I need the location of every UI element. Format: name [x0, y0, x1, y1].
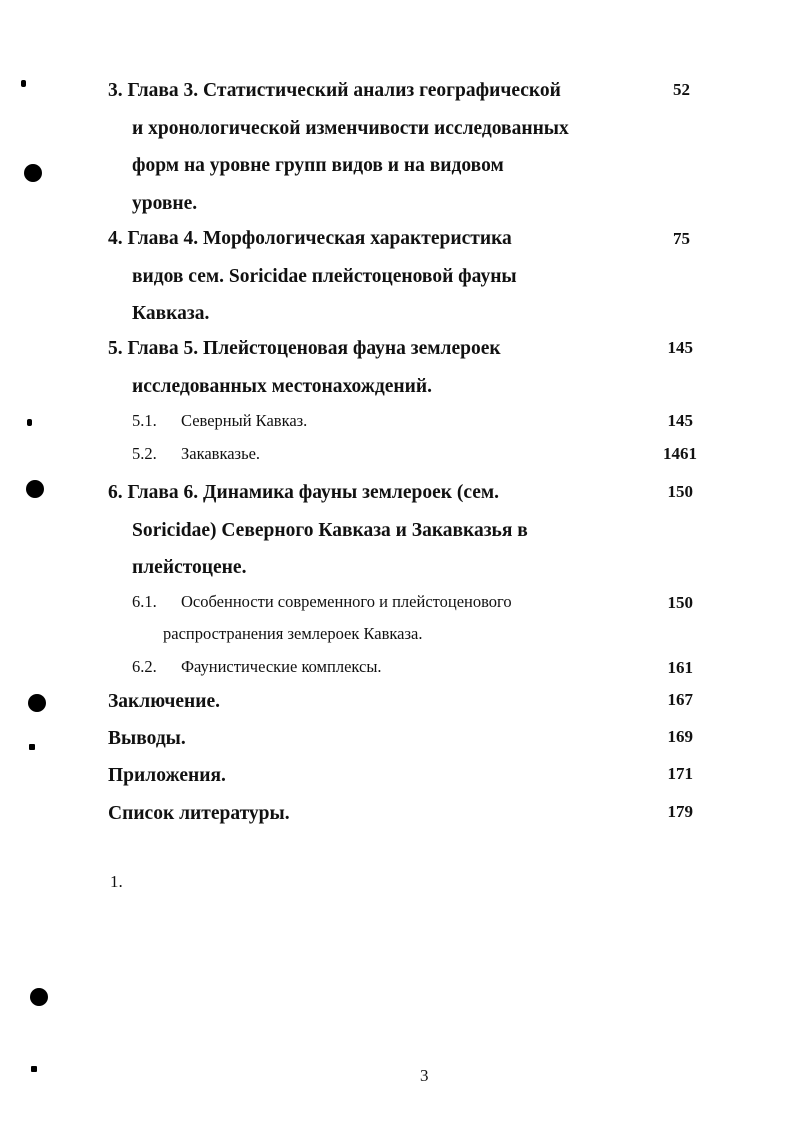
toc-entry-chapter-5[interactable] [108, 330, 628, 405]
toc-entry-title: Выводы. [108, 728, 186, 749]
toc-entry-title: Глава 5. Плейстоценовая фауна землероек [127, 338, 501, 359]
scan-mark [31, 1066, 37, 1072]
page-number: 3 [420, 1066, 429, 1085]
toc-page-number: 150 [667, 482, 693, 501]
toc-page-number: 145 [667, 411, 693, 430]
toc-entry-references[interactable] [108, 795, 628, 833]
toc-entry-title: Приложения. [108, 765, 226, 786]
punch-hole [26, 480, 44, 498]
toc-page-number: 179 [667, 802, 693, 821]
toc-page-number: 52 [673, 80, 690, 99]
toc-entry-title: Глава 6. Динамика фауны землероек (сем. [127, 482, 500, 503]
toc-entry-chapter-6[interactable] [108, 474, 628, 587]
toc-entry-appendices[interactable] [108, 757, 628, 795]
toc-page-number: 169 [667, 727, 693, 746]
toc-page-number: 171 [667, 764, 693, 783]
toc-entry-chapter-4[interactable] [108, 220, 628, 333]
scan-mark [29, 744, 35, 750]
toc-entry-chapter-3[interactable] [108, 72, 628, 222]
toc-entry-prefix: 6.2. [132, 657, 157, 676]
toc-entry-title: Список литературы. [108, 803, 290, 824]
footnote-marker: 1. [110, 872, 123, 891]
punch-hole [28, 694, 46, 712]
toc-page-number: 1461 [663, 444, 697, 463]
toc-entry-title: Особенности современного и плейстоценового [181, 592, 512, 611]
toc-entry-title: Глава 3. Статистический анализ географической [127, 80, 561, 101]
toc-page-number: 150 [667, 593, 693, 612]
toc-entry-prefix: 5. [108, 338, 123, 359]
toc-page-number: 161 [667, 658, 693, 677]
toc-entry-title-cont: исследованных местонахождений. [132, 375, 433, 397]
toc-entry-prefix: 4. [108, 228, 123, 249]
toc-entry-prefix: 6. [108, 482, 123, 503]
toc-entry-title: Глава 4. Морфологическая характеристика [127, 228, 512, 249]
toc-entry-title-cont: видов сем. Soricidae плейстоценовой фауны [132, 265, 517, 287]
toc-entry-title-cont: распространения землероек Кавказа. [163, 624, 423, 643]
toc-entry-findings[interactable] [108, 720, 628, 758]
toc-entry-title: Фаунистические комплексы. [181, 657, 382, 676]
toc-entry-title-cont: плейстоцене. [132, 557, 247, 578]
punch-hole [24, 164, 42, 182]
scan-mark [21, 80, 26, 87]
toc-entry-conclusion[interactable] [108, 683, 628, 721]
toc-page-number: 145 [667, 338, 693, 357]
toc-entry-prefix: 6.1. [132, 592, 157, 611]
toc-entry-section-5-2[interactable] [132, 438, 632, 470]
toc-entry-title-cont: Soricidae) Северного Кавказа и Закавказья в [132, 519, 528, 541]
toc-page-number: 167 [667, 690, 693, 709]
toc-entry-title-cont: уровне. [132, 192, 198, 214]
toc-entry-prefix: 5.2. [132, 444, 157, 463]
scan-mark [27, 419, 32, 426]
toc-entry-prefix: 5.1. [132, 411, 157, 430]
toc-entry-prefix: 3. [108, 80, 123, 101]
toc-entry-title-cont: форм на уровне групп видов и на видовом [132, 155, 504, 176]
toc-entry-title: Заключение. [108, 691, 221, 712]
toc-entry-title: Закавказье. [181, 444, 261, 463]
toc-page-number: 75 [673, 229, 690, 248]
toc-entry-section-5-1[interactable] [132, 405, 632, 437]
toc-entry-section-6-2[interactable] [132, 651, 632, 683]
toc-entry-title: Северный Кавказ. [181, 411, 308, 430]
toc-entry-title-cont: и хронологической изменчивости исследованных [132, 117, 569, 139]
punch-hole [30, 988, 48, 1006]
toc-entry-section-6-1[interactable] [132, 586, 632, 650]
toc-entry-title-cont: Кавказа. [132, 303, 210, 324]
